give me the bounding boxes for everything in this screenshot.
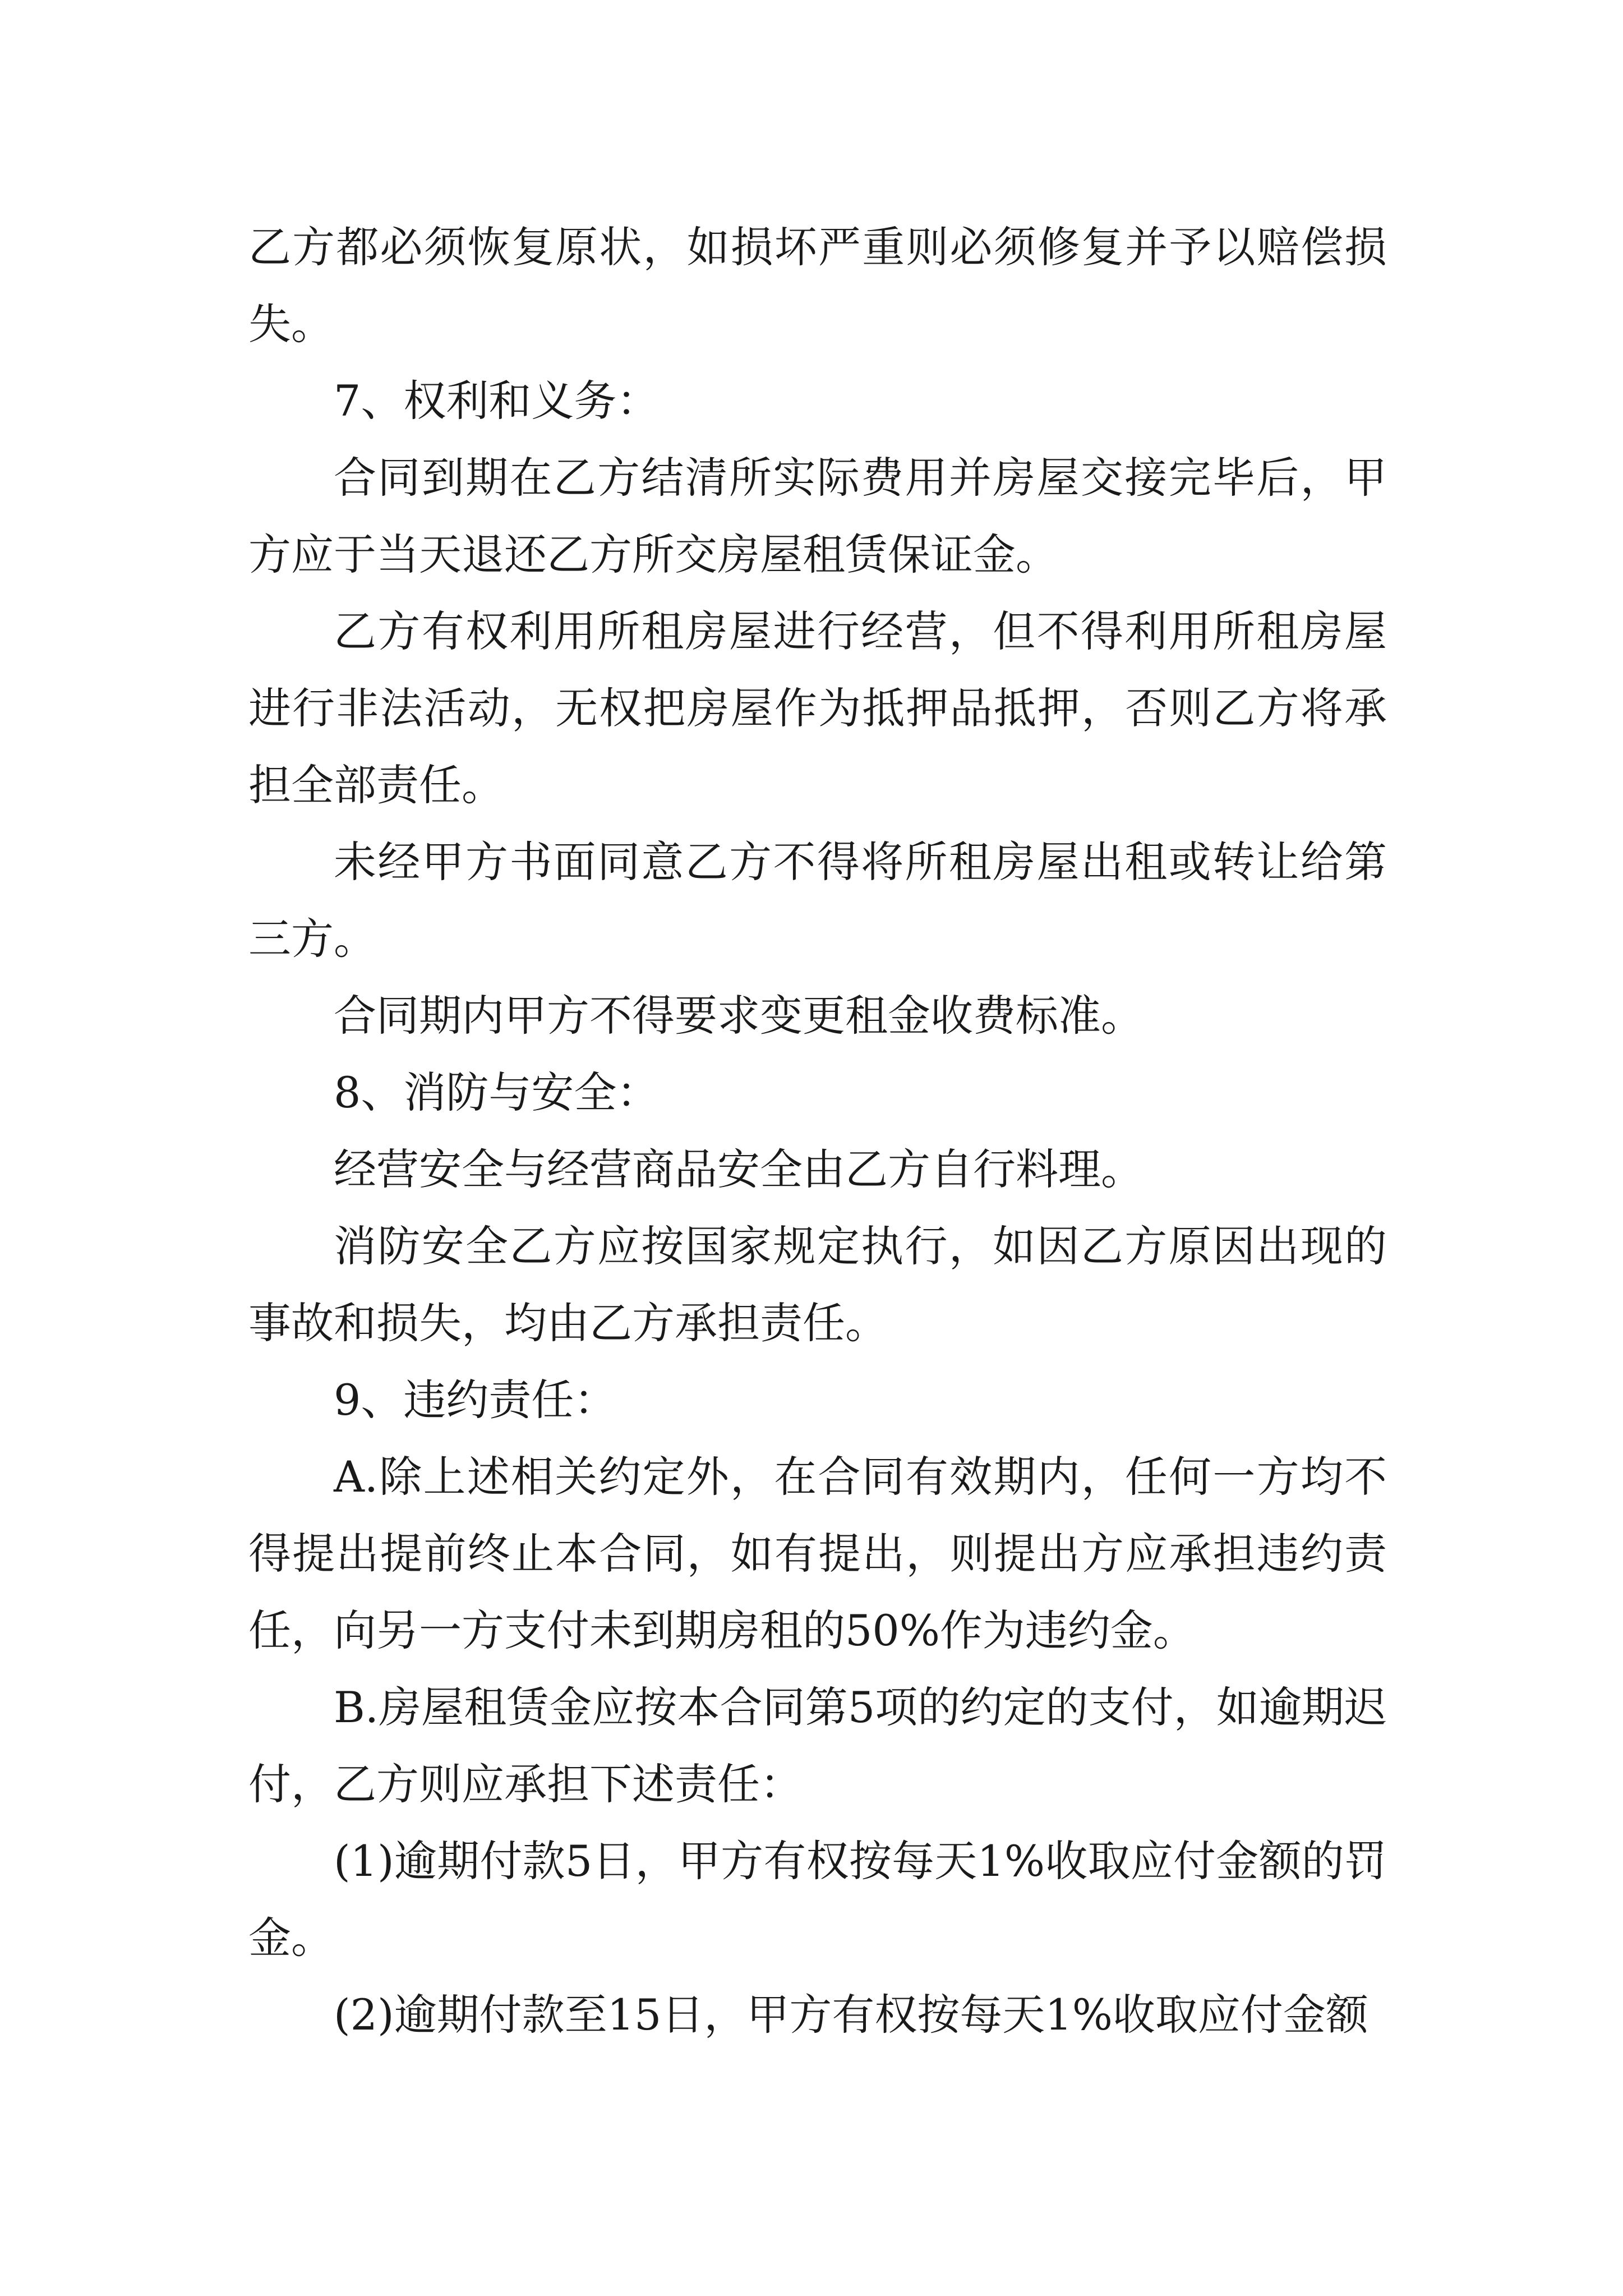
paragraph-fire-regulations: 消防安全乙方应按国家规定执行，如因乙方原因出现的事故和损失，均由乙方承担责任。 [248,1221,1387,1348]
paragraph-penalty-15-days: (2)逾期付款至15日，甲方有权按每天1%收取应付金额 [334,1990,1368,2040]
section-heading-rights-obligations: 7、权利和义务： [334,376,660,426]
paragraph-restore-condition: 乙方都必须恢复原状，如损坏严重则必须修复并予以赔偿损失。 [248,222,1387,349]
paragraph-deposit-refund: 合同到期在乙方结清所实际费用并房屋交接完毕后，甲方应于当天退还乙方所交房屋租赁保证金。 [248,453,1387,579]
paragraph-late-payment: B.房屋租赁金应按本合同第5项的约定的支付，如逾期迟付，乙方则应承担下述责任： [248,1682,1387,1809]
paragraph-business-use: 乙方有权利用所租房屋进行经营，但不得利用所租房屋进行非法活动，无权把房屋作为抵押品抵押，否则乙方将承担全部责任。 [248,606,1387,810]
paragraph-penalty-5-days: (1)逾期付款5日，甲方有权按每天1%收取应付金额的罚金。 [248,1836,1387,1963]
paragraph-early-termination: A.除上述相关约定外，在合同有效期内，任何一方均不得提出提前终止本合同，如有提出，则提出方应承担违约责任，向另一方支付未到期房租的50%作为违约金。 [248,1452,1387,1655]
section-heading-fire-safety: 8、消防与安全： [334,1068,660,1117]
paragraph-sublease: 未经甲方书面同意乙方不得将所租房屋出租或转让给第三方。 [248,837,1387,964]
paragraph-business-safety: 经营安全与经营商品安全由乙方自行料理。 [334,1144,1144,1194]
paragraph-rent-standard: 合同期内甲方不得要求变更租金收费标准。 [334,991,1144,1041]
section-heading-breach-liability: 9、违约责任： [334,1375,617,1425]
document-body [248,209,1387,2053]
